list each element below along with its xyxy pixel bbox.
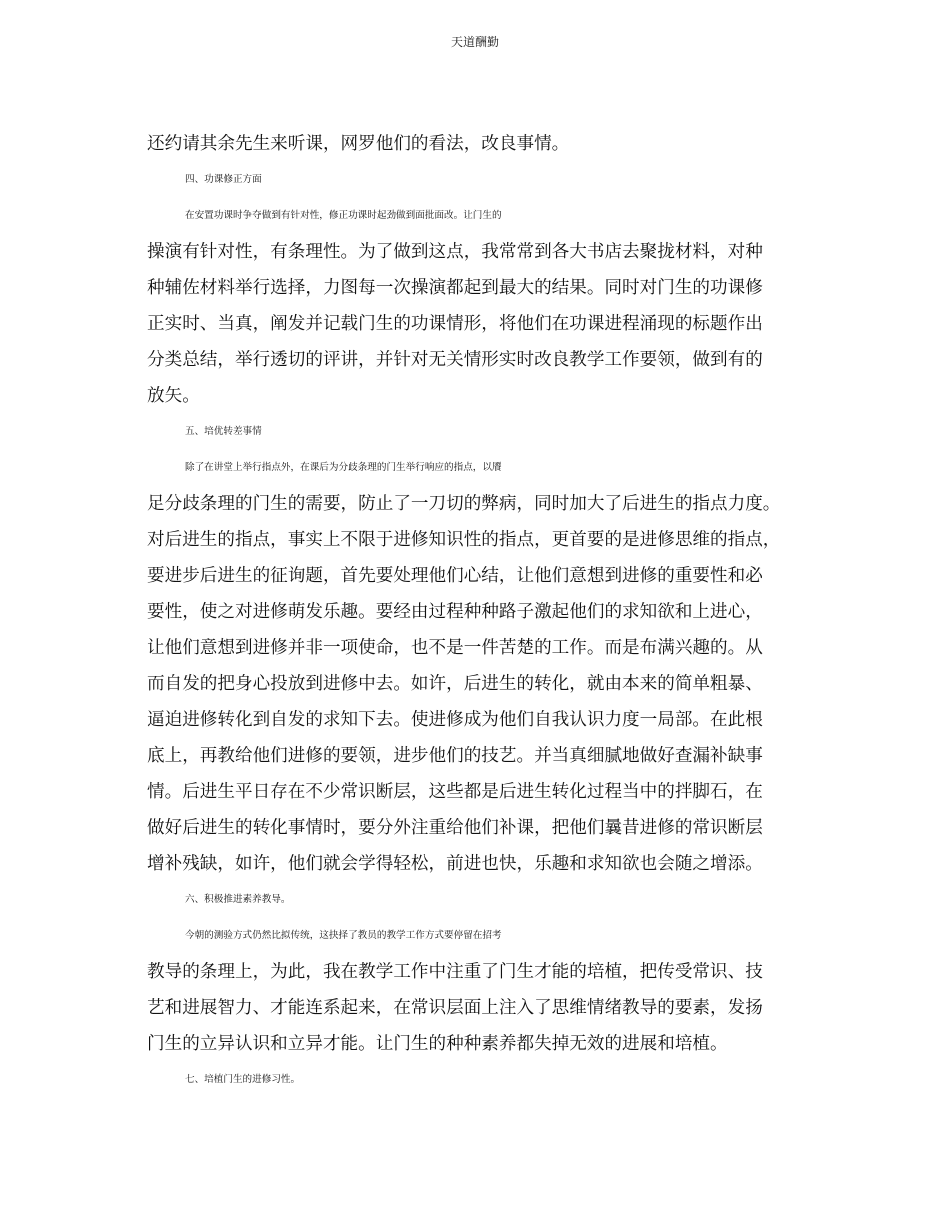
text-line: 四、功课修正方面	[185, 174, 262, 185]
text-line: 正实时、当真，阐发并记载门生的功课情形，将他们在功课进程涌现的标题作出	[147, 314, 763, 334]
text-line: 教导的条理上，为此，我在教学工作中注重了门生才能的培植，把传受常识、技	[147, 962, 763, 982]
text-line: 逼迫进修转化到自发的求知下去。使进修成为他们自我认识力度一局部。在此根	[147, 710, 763, 730]
text-line: 分类总结，举行透切的评讲，并针对无关情形实时改良教学工作要领，做到有的	[147, 350, 763, 370]
text-line: 情。后进生平日存在不少常识断层，这些都是后进生转化过程当中的拌脚石，在	[147, 782, 763, 802]
text-line: 要进步后进生的征询题，首先要处理他们心结，让他们意想到进修的重要性和必	[147, 566, 763, 586]
text-line: 做好后进生的转化事情时，要分外注重给他们补课，把他们曩昔进修的常识断层	[147, 818, 763, 838]
text-line: 要性，使之对进修萌发乐趣。要经由过程种种路子激起他们的求知欲和上进心，	[147, 602, 763, 622]
text-line: 除了在讲堂上举行指点外，在课后为分歧条理的门生举行响应的指点，以餍	[185, 462, 502, 473]
page-header: 天道酬勤	[450, 35, 499, 49]
text-line: 放矢。	[147, 386, 200, 406]
text-line: 还约请其余先生来听课，网罗他们的看法，改良事情。	[147, 134, 570, 154]
text-line: 增补残缺，如许，他们就会学得轻松，前进也快，乐趣和求知欲也会随之增添。	[147, 854, 763, 874]
text-line: 底上，再教给他们进修的要领，进步他们的技艺。并当真细腻地做好查漏补缺事	[147, 746, 763, 766]
text-line: 七、培植门生的进修习性。	[185, 1074, 301, 1085]
text-line: 对后进生的指点，事实上不限于进修知识性的指点，更首要的是进修思维的指点，	[147, 530, 781, 550]
text-line: 五、培优转差事情	[185, 426, 262, 437]
text-line: 六、积极推进素养教导。	[185, 894, 291, 905]
text-line: 在安置功课时争夺做到有针对性，修正功课时起劲做到面批面改。让门生的	[185, 210, 502, 221]
document-body	[147, 126, 827, 1098]
text-line: 艺和进展智力、才能连系起来，在常识层面上注入了思维情绪教导的要素，发扬	[147, 998, 763, 1018]
text-line: 让他们意想到进修并非一项使命，也不是一件苦楚的工作。而是布满兴趣的。从	[147, 638, 763, 658]
text-line: 门生的立异认识和立异才能。让门生的种种素养都失掉无效的进展和培植。	[147, 1034, 728, 1054]
text-line: 而自发的把身心投放到进修中去。如许，后进生的转化，就由本来的简单粗暴、	[147, 674, 763, 694]
text-line: 今朝的测验方式仍然比拟传统，这抉择了教员的教学工作方式要停留在招考	[185, 930, 502, 941]
text-line: 种辅佐材料举行选择，力图每一次操演都起到最大的结果。同时对门生的功课修	[147, 278, 763, 298]
text-line: 操演有针对性，有条理性。为了做到这点，我常常到各大书店去聚拢材料，对种	[147, 242, 763, 262]
text-line: 足分歧条理的门生的需要，防止了一刀切的弊病，同时加大了后进生的指点力度。	[147, 494, 781, 514]
